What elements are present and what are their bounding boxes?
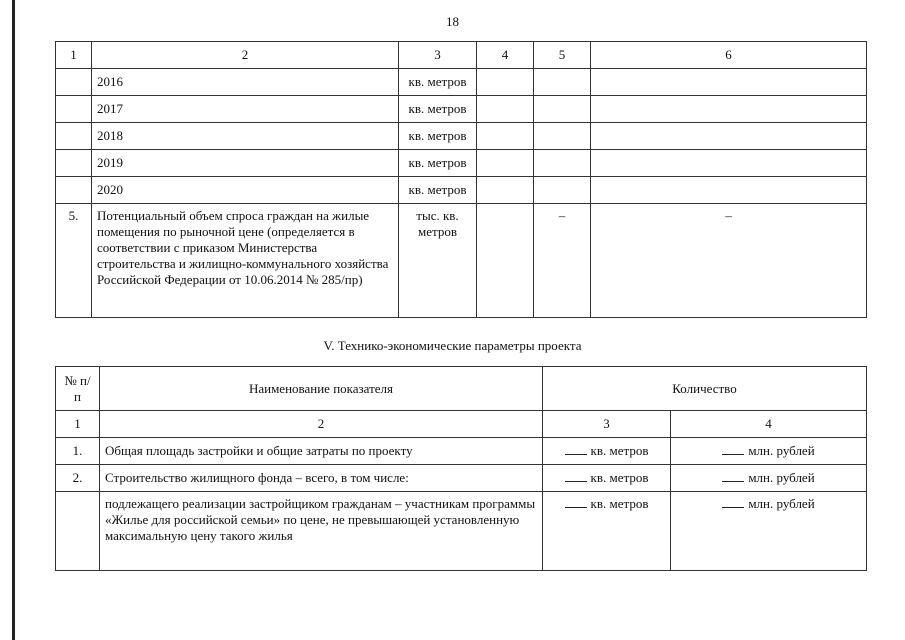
table-cell <box>56 96 92 123</box>
table-cell <box>56 69 92 96</box>
header-cell: 3 <box>543 411 671 438</box>
table-row <box>56 204 867 318</box>
unit-cell: кв. метров <box>399 123 477 150</box>
table-cell <box>534 69 591 96</box>
table-row <box>56 177 867 204</box>
left-margin-bar <box>12 0 15 640</box>
header-quantity: Количество <box>543 367 867 411</box>
indicator-text: Потенциальный объем спроса граждан на жилые помещения по рыночной цене (определяется в соответствии с приказом Министерства строительства и жилищно-коммунального хозяйства Российской Федерации от 10.06.2014 № 285/пр) <box>92 204 399 318</box>
section-title: V. Технико-экономические параметры проекта <box>323 338 582 353</box>
unit-label: млн. рублей <box>748 470 815 485</box>
blank-line <box>565 470 587 482</box>
blank-line <box>565 496 587 508</box>
table-row <box>56 69 867 96</box>
table-row <box>56 465 867 492</box>
unit-label: кв. метров <box>590 470 649 485</box>
table-row <box>56 150 867 177</box>
blank-line <box>722 470 744 482</box>
indicator-name: подлежащего реализации застройщиком гражданам – участникам программы «Жилье для российской семьи» по цене, не превышающей установленную максимальную цену такого жилья <box>100 492 543 571</box>
row-number: 5. <box>56 204 92 318</box>
row-number: 1. <box>56 438 100 465</box>
year-cell: 2016 <box>92 69 399 96</box>
unit-cell: кв. метров <box>399 96 477 123</box>
table-cell <box>477 96 534 123</box>
page-number: 18 <box>446 14 459 29</box>
table-continuation <box>55 41 867 318</box>
table-row <box>56 492 867 571</box>
table-cell <box>534 123 591 150</box>
table-cell <box>477 177 534 204</box>
dash-cell: – <box>534 204 591 318</box>
year-cell: 2019 <box>92 150 399 177</box>
dash-cell: – <box>591 204 867 318</box>
header-cell: 5 <box>534 42 591 69</box>
table-cell <box>56 123 92 150</box>
table-cell <box>591 150 867 177</box>
unit-label: млн. рублей <box>748 496 815 511</box>
blank-line <box>722 443 744 455</box>
table-header-row <box>56 367 867 411</box>
header-cell: 3 <box>399 42 477 69</box>
area-cell <box>543 492 671 571</box>
table-cell <box>534 150 591 177</box>
table-cell <box>591 69 867 96</box>
year-cell: 2020 <box>92 177 399 204</box>
table-row <box>56 438 867 465</box>
unit-cell: кв. метров <box>399 69 477 96</box>
table-row <box>56 96 867 123</box>
table-cell <box>477 123 534 150</box>
table-cell <box>591 177 867 204</box>
table-subheader-row <box>56 411 867 438</box>
table-cell <box>56 177 92 204</box>
unit-label: млн. рублей <box>748 443 815 458</box>
area-cell <box>543 438 671 465</box>
header-cell: 6 <box>591 42 867 69</box>
header-cell: 4 <box>671 411 867 438</box>
unit-cell: кв. метров <box>399 150 477 177</box>
year-cell: 2017 <box>92 96 399 123</box>
unit-cell: тыс. кв. метров <box>399 204 477 318</box>
table-cell <box>591 96 867 123</box>
indicator-name: Общая площадь застройки и общие затраты по проекту <box>100 438 543 465</box>
cost-cell <box>671 492 867 571</box>
table-cell <box>591 123 867 150</box>
table-cell <box>477 69 534 96</box>
blank-line <box>722 496 744 508</box>
unit-label: кв. метров <box>590 496 649 511</box>
row-number <box>56 492 100 571</box>
table-cell <box>534 177 591 204</box>
cost-cell <box>671 465 867 492</box>
header-cell: 1 <box>56 411 100 438</box>
unit-cell: кв. метров <box>399 177 477 204</box>
row-number: 2. <box>56 465 100 492</box>
unit-label: кв. метров <box>590 443 649 458</box>
table-cell <box>56 150 92 177</box>
header-cell: 1 <box>56 42 92 69</box>
year-cell: 2018 <box>92 123 399 150</box>
table-header-row <box>56 42 867 69</box>
area-cell <box>543 465 671 492</box>
header-cell: 2 <box>92 42 399 69</box>
header-cell: 4 <box>477 42 534 69</box>
blank-line <box>565 443 587 455</box>
table-row <box>56 123 867 150</box>
table-cell <box>477 204 534 318</box>
header-cell: 2 <box>100 411 543 438</box>
header-name: Наименование показателя <box>100 367 543 411</box>
cost-cell <box>671 438 867 465</box>
table-cell <box>477 150 534 177</box>
header-num: № п/п <box>56 367 100 411</box>
technical-parameters-table <box>55 366 867 571</box>
table-cell <box>534 96 591 123</box>
indicator-name: Строительство жилищного фонда – всего, в том числе: <box>100 465 543 492</box>
